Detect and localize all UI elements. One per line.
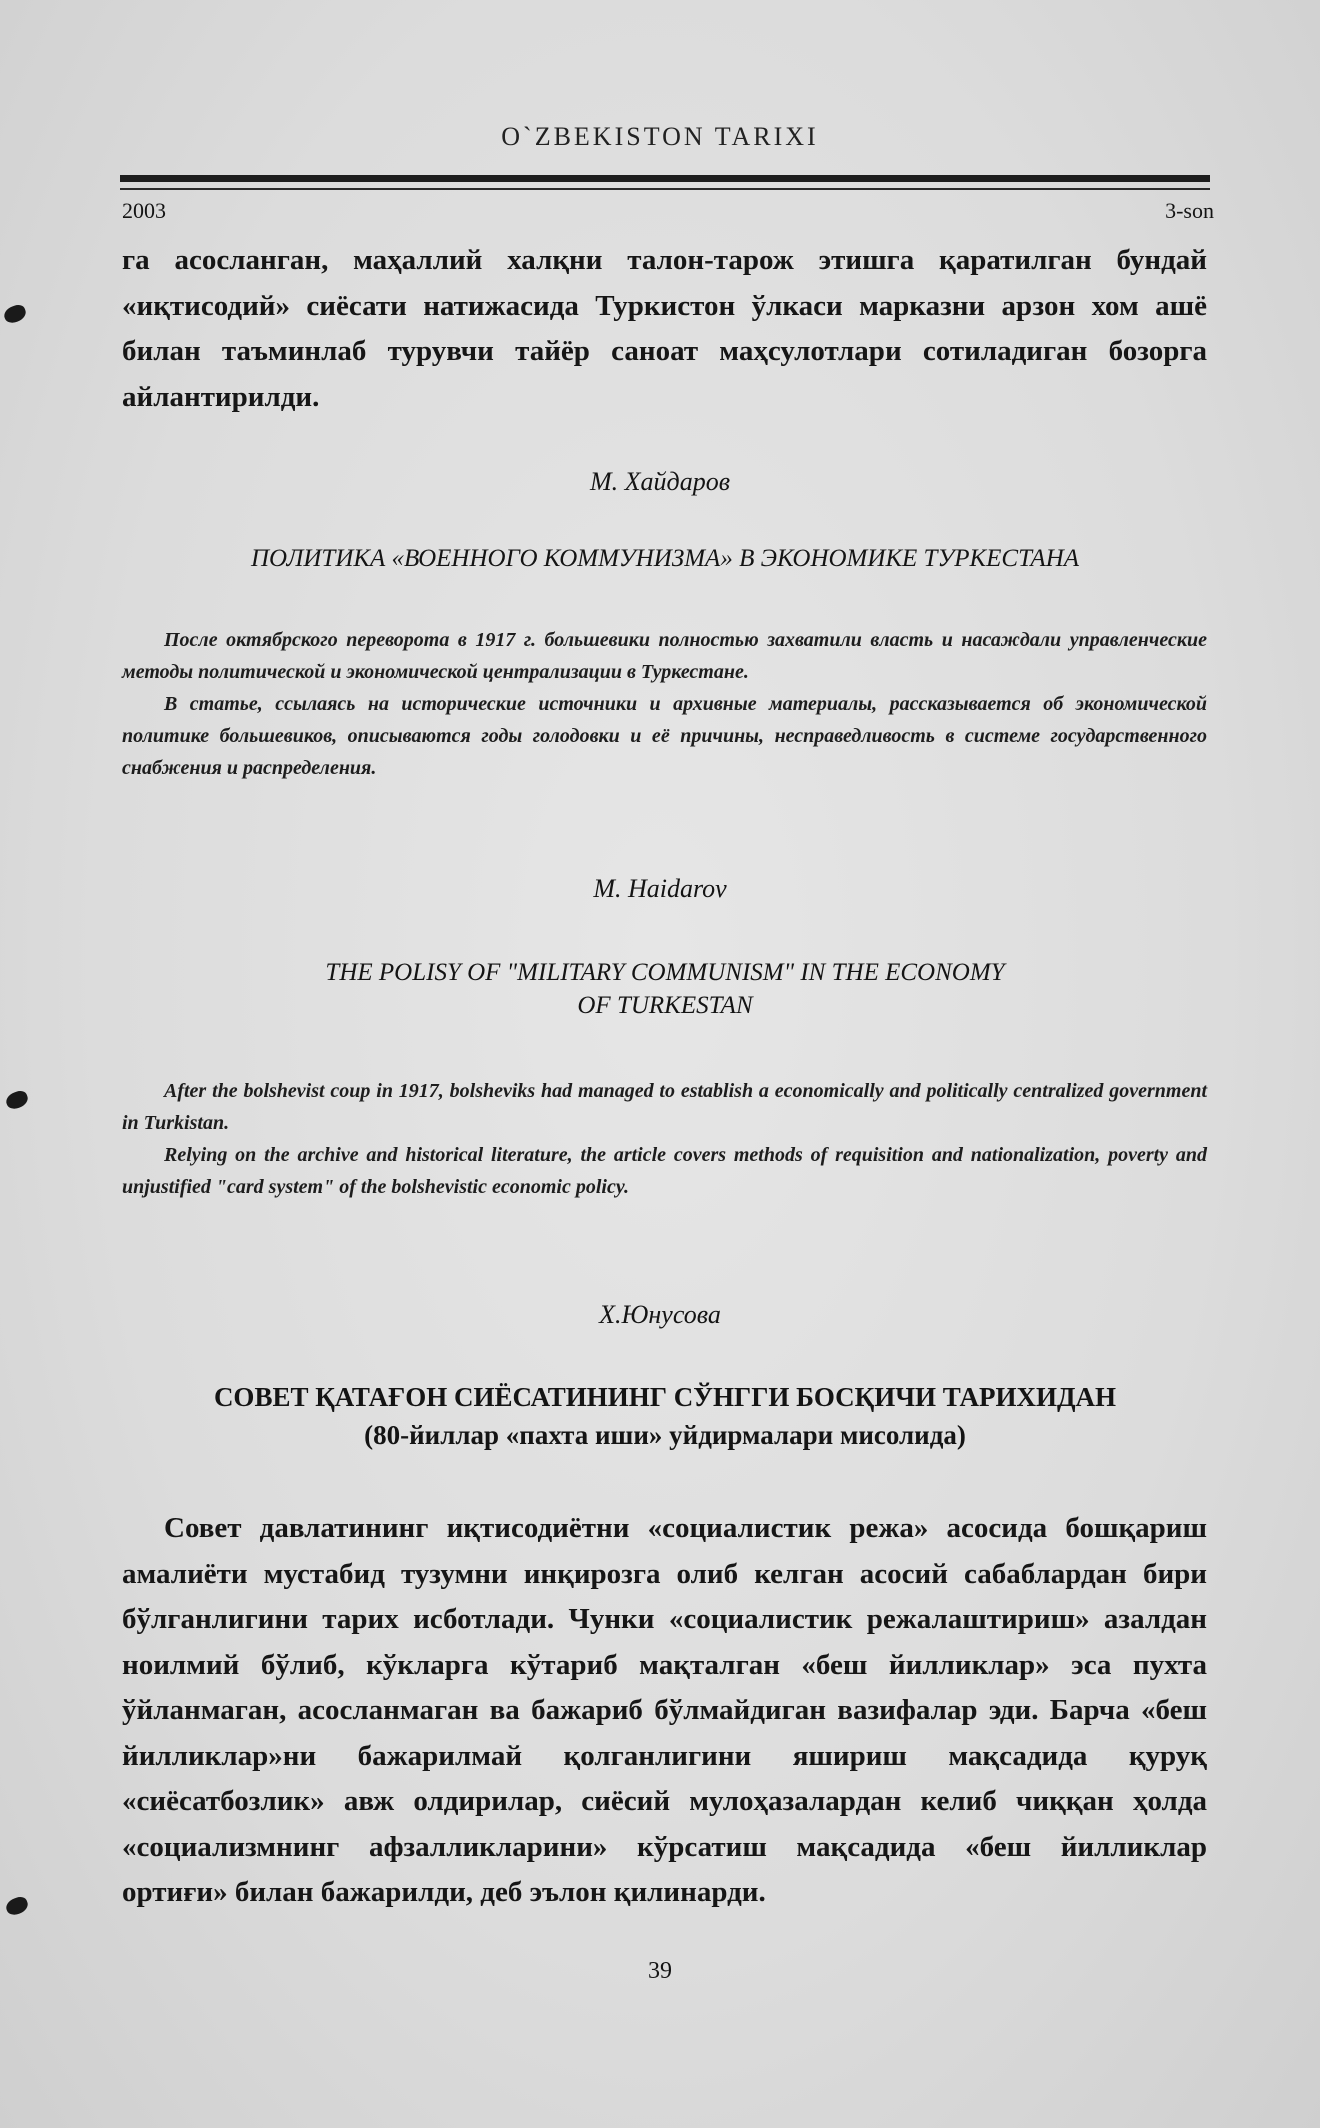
russian-abstract-paragraph: В статье, ссылаясь на исторические источники и архивные материалы, рассказывается об экономической политике большевиков, описываются годы голодовки и её причины, несправедливость в системе государственного снабжения и распределения. (122, 693, 1207, 779)
intro-paragraph-text: га асосланган, маҳаллий халқни талон-тарож этишга қаратилган бундай «иқтисодий» сиёсати натижасида Туркистон ўлкаси марказни арзон хом ашё билан таъминлаб турувчи тайёр саноат маҳсулотлари сотиладиган бозорга айлантирилди. (122, 244, 1207, 413)
russian-abstract-paragraph: После октябрского переворота в 1917 г. большевики полностью захватили власть и насаждали управленческие методы политической и экономической централизации в Туркестане. (122, 629, 1207, 683)
russian-summary-abstract (122, 624, 1207, 784)
page-number: 39 (648, 1958, 672, 1984)
issue-number: 3-son (1165, 198, 1214, 223)
header-rule-thin (120, 188, 1210, 190)
english-title-line: OF TURKESTAN (577, 992, 753, 1019)
article-body-paragraph: Совет давлатининг иқтисодиётни «социалистик режа» асосида бошқариш амалиёти мустабид тузумни инқирозга олиб келган асосий сабаблардан бири бўлганлигини тарих исботлади. Чунки «социалистик режалаштириш» азалдан ноилмий бўлиб, кўкларга кўтариб мақталган «беш йилликлар» эса пухта ўйланмаган, асосланмаган ва бажариб бўлмайдиган вазифалар эди. Барча «беш йилликлар»ни бажарилмай қолганлигини яшириш мақсадида қуруқ «сиёсатбозлик» авж олдирилар, сиёсий мулоҳазалардан келиб чиққан ҳолда «социализмнинг афзалликларини» кўрсатиш мақсадида «беш йилликлар ортиғи» билан бажарилди, деб эълон қилинарди. (122, 1512, 1207, 1908)
english-title-line: THE POLISY OF "MILITARY COMMUNISM" IN THE ECONOMY (325, 959, 1005, 986)
journal-title: O`ZBEKISTON TARIXI (501, 122, 819, 151)
english-abstract-paragraph: Relying on the archive and historical literature, the article covers methods of requisition and nationalization, poverty and unjustified "card system" of the bolshevistic economic policy. (122, 1144, 1207, 1198)
article-author: Х.Юнусова (599, 1300, 721, 1329)
russian-summary-title: ПОЛИТИКА «ВОЕННОГО КОММУНИЗМА» В ЭКОНОМИКЕ ТУРКЕСТАНА (250, 545, 1080, 572)
article-title (120, 1378, 1210, 1454)
english-summary-title (120, 956, 1210, 1022)
russian-summary-author: М. Хайдаров (590, 467, 730, 496)
english-abstract-paragraph: After the bolshevist coup in 1917, bolsheviks had managed to establish a economically and politically centralized government in Turkistan. (122, 1080, 1207, 1134)
punch-hole (4, 1895, 30, 1918)
punch-hole (4, 1089, 30, 1112)
article-title-line: СОВЕТ ҚАТАҒОН СИЁСАТИНИНГ СЎНГГИ БОСҚИЧИ ТАРИХИДАН (213, 1382, 1117, 1412)
article-body (122, 1506, 1207, 1916)
punch-hole (2, 303, 28, 326)
intro-paragraph (122, 238, 1207, 420)
article-subtitle-line: (80-йиллар «пахта иши» уйдирмалари мисолида) (364, 1420, 966, 1450)
english-summary-author: M. Haidarov (593, 874, 727, 903)
publication-year: 2003 (122, 198, 166, 223)
english-summary-abstract (122, 1075, 1207, 1203)
header-rule (120, 175, 1210, 182)
